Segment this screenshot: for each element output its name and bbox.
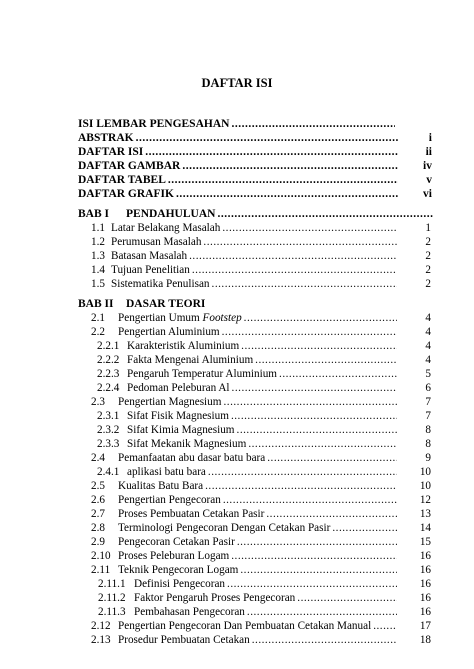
toc-entry-number: 1.2 — [91, 236, 105, 248]
toc-entry-page: 7 — [425, 410, 431, 422]
toc-entry — [91, 619, 431, 633]
toc-entry-label: ABSTRAK — [78, 132, 134, 144]
toc-entry-label: Latar Belakang Masalah — [111, 222, 221, 234]
toc-entry — [97, 465, 431, 479]
toc-entry-label: aplikasi batu bara — [127, 466, 206, 478]
toc-entry-page: 14 — [419, 522, 431, 534]
dot-leader — [230, 381, 397, 395]
toc-entry-page: 8 — [425, 438, 431, 450]
dot-leader — [225, 577, 397, 591]
toc-entry-abstrak — [78, 131, 432, 145]
dot-leader — [201, 235, 397, 249]
toc-entry-daftar-grafik — [78, 187, 432, 201]
toc-entry — [91, 451, 431, 465]
toc-entry-page: 16 — [419, 592, 431, 604]
dot-leader — [371, 619, 397, 633]
toc-entry — [91, 395, 431, 409]
dot-leader — [215, 207, 434, 221]
toc-entry-number: 2.1 — [91, 312, 105, 324]
toc-entry-page: 18 — [419, 634, 431, 646]
toc-entry-label: Pengertian Pengecoran — [118, 494, 221, 506]
toc-entry-page: v — [426, 174, 432, 186]
toc-entry-label: Proses Pembuatan Cetakan Pasir — [118, 508, 265, 520]
toc-entry-label: Definisi Pengecoran — [134, 578, 226, 590]
toc-entry-page: 16 — [419, 564, 431, 576]
toc-entry-label: Sifat Fisik Magnesium — [127, 410, 229, 422]
toc-entry-page: 2 — [425, 278, 431, 290]
chapter-heading-bab-2 — [78, 297, 278, 311]
dot-leader — [253, 353, 397, 367]
toc-entry-page: 2 — [425, 236, 431, 248]
toc-entry-label: Pengecoran Cetakan Pasir — [118, 536, 235, 548]
toc-entry-number: 2.11.3 — [98, 606, 126, 618]
dot-leader — [242, 311, 397, 325]
dot-leader — [166, 173, 398, 187]
toc-entry-page: 10 — [419, 480, 431, 492]
toc-entry-number: 1.4 — [91, 264, 105, 276]
dot-leader — [229, 409, 397, 423]
dot-leader — [245, 605, 397, 619]
toc-entry-label: DAFTAR GRAFIK — [78, 188, 174, 200]
toc-entry-label: Teknik Pengecoran Logam — [118, 564, 239, 576]
toc-entry-page: 8 — [425, 424, 431, 436]
toc-entry-number: 2.12 — [91, 620, 111, 632]
dot-leader — [238, 563, 397, 577]
toc-entry-page: ii — [425, 146, 432, 158]
toc-entry-number: 2.11 — [91, 564, 111, 576]
toc-entry — [91, 549, 431, 563]
toc-entry-page: 13 — [419, 508, 431, 520]
toc-entry-page: 6 — [425, 382, 431, 394]
toc-entry-label: Pengaruh Temperatur Aluminium — [127, 368, 278, 380]
toc-entry — [97, 367, 431, 381]
toc-entry-label: Pengertian Umum Footstep — [118, 312, 242, 324]
dot-leader — [206, 465, 397, 479]
toc-entry — [97, 423, 431, 437]
toc-entry-page: 7 — [425, 396, 431, 408]
toc-entry-label: Terminologi Pengecoran Dengan Cetakan Pasir — [118, 522, 331, 534]
toc-entry-daftar-gambar — [78, 159, 432, 173]
toc-entry-label: Faktor Pengaruh Proses Pengecoran — [134, 592, 296, 604]
toc-entry — [98, 605, 431, 619]
toc-entry-page: i — [428, 132, 432, 144]
toc-entry — [91, 263, 431, 277]
chapter-title: PENDAHULUAN — [126, 208, 216, 220]
dot-leader — [330, 521, 397, 535]
toc-entry-label: DAFTAR TABEL — [78, 174, 166, 186]
dot-leader — [174, 187, 398, 201]
dot-leader — [220, 221, 397, 235]
dot-leader — [264, 507, 397, 521]
toc-entry-page: 12 — [419, 494, 431, 506]
dot-leader — [187, 249, 397, 263]
toc-entry-number: 1.5 — [91, 278, 105, 290]
toc-entry — [91, 235, 431, 249]
toc-entry-number: 2.2.2 — [97, 354, 120, 366]
toc-entry-daftar-isi — [78, 145, 432, 159]
toc-entry-label: Pemanfaatan abu dasar batu bara — [118, 452, 266, 464]
toc-entry — [98, 577, 431, 591]
toc-entry — [97, 437, 431, 451]
toc-entry-page: 9 — [425, 452, 431, 464]
toc-entry-label: Perumusan Masalah — [111, 236, 202, 248]
toc-entry-number: 2.7 — [91, 508, 105, 520]
dot-leader — [239, 339, 397, 353]
toc-entry — [91, 325, 431, 339]
toc-entry-label: Fakta Mengenai Aluminium — [127, 354, 254, 366]
toc-entry-number: 2.13 — [91, 634, 111, 646]
toc-entry-label: ISI LEMBAR PENGESAHAN — [78, 118, 230, 130]
toc-entry-page: 16 — [419, 550, 431, 562]
toc-entry-page: 2 — [425, 250, 431, 262]
toc-entry-label: Sistematika Penulisan — [111, 278, 210, 290]
toc-entry-label: Kualitas Batu Bara — [118, 480, 204, 492]
dot-leader — [203, 479, 397, 493]
toc-entry-page: 16 — [419, 606, 431, 618]
toc-entry-page: vi — [423, 188, 432, 200]
dot-leader — [235, 423, 397, 437]
toc-entry-page: 16 — [419, 578, 431, 590]
chapter-title: DASAR TEORI — [126, 298, 206, 310]
toc-entry-page: 10 — [419, 466, 431, 478]
toc-entry — [98, 591, 431, 605]
toc-entry-number: 2.8 — [91, 522, 105, 534]
toc-entry-label: Sifat Mekanik Magnesium — [127, 438, 247, 450]
dot-leader — [277, 367, 397, 381]
toc-entry — [91, 563, 431, 577]
dot-leader — [190, 263, 397, 277]
toc-entry-number: 2.10 — [91, 550, 111, 562]
toc-entry-label: Pengertian Pengecoran Dan Pembuatan Cetakan Manual — [118, 620, 372, 632]
dot-leader — [295, 591, 397, 605]
toc-entry-number: 2.6 — [91, 494, 105, 506]
dot-leader — [250, 633, 397, 647]
toc-entry — [91, 277, 431, 291]
toc-entry-daftar-tabel — [78, 173, 432, 187]
toc-entry — [91, 493, 431, 507]
page-title: DAFTAR ISI — [201, 76, 273, 90]
toc-entry-page: 4 — [425, 326, 431, 338]
toc-entry-label: DAFTAR ISI — [78, 146, 144, 158]
dot-leader — [246, 437, 397, 451]
dot-leader — [143, 145, 398, 159]
toc-entry-page: 4 — [425, 340, 431, 352]
toc-entry — [91, 249, 431, 263]
toc-entry-number: 2.4.1 — [97, 466, 120, 478]
toc-entry-label: Pengertian Aluminium — [118, 326, 220, 338]
toc-entry-number: 1.3 — [91, 250, 105, 262]
toc-entry-lembar-pengesahan — [78, 117, 395, 131]
toc-entry-label: DAFTAR GAMBAR — [78, 160, 181, 172]
toc-entry-label: Pembahasan Pengecoran — [134, 606, 245, 618]
toc-entry-label: Prosedur Pembuatan Cetakan — [118, 634, 250, 646]
toc-entry-number: 1.1 — [91, 222, 105, 234]
dot-leader — [180, 159, 398, 173]
toc-entry-number: 2.9 — [91, 536, 105, 548]
toc-entry-page: 4 — [425, 354, 431, 366]
dot-leader — [265, 451, 397, 465]
toc-entry — [91, 633, 431, 647]
dot-leader — [220, 325, 397, 339]
toc-entry-label: Karakteristik Aluminium — [127, 340, 240, 352]
toc-entry-label: Pengertian Magnesium — [118, 396, 222, 408]
dot-leader — [210, 277, 397, 291]
dot-leader — [221, 395, 397, 409]
toc-entry — [91, 521, 431, 535]
toc-entry-page: 17 — [419, 620, 431, 632]
toc-entry — [97, 409, 431, 423]
toc-entry-number: 2.3.2 — [97, 424, 120, 436]
toc-entry-label: Sifat Kimia Magnesium — [127, 424, 235, 436]
toc-entry — [97, 339, 431, 353]
toc-entry — [91, 221, 431, 235]
toc-entry-label: Proses Peleburan Logam — [118, 550, 230, 562]
toc-entry — [91, 311, 431, 325]
toc-entry-number: 2.4 — [91, 452, 105, 464]
dot-leader — [134, 131, 398, 145]
chapter-number: BAB II — [78, 298, 114, 310]
toc-entry — [91, 535, 431, 549]
toc-entry-label: Batasan Masalah — [111, 250, 188, 262]
toc-entry-number: 2.11.2 — [98, 592, 126, 604]
chapter-number: BAB I — [78, 208, 109, 220]
toc-entry-number: 2.2 — [91, 326, 105, 338]
toc-entry-label: Tujuan Penelitian — [111, 264, 190, 276]
chapter-heading-bab-1 — [78, 207, 434, 221]
toc-entry-number: 2.3.3 — [97, 438, 120, 450]
toc-entry-page: 1 — [425, 222, 431, 234]
toc-entry — [91, 507, 431, 521]
toc-entry-label: Pedoman Peleburan Al — [127, 382, 230, 394]
toc-entry-number: 2.3.1 — [97, 410, 120, 422]
toc-entry-page: iv — [423, 160, 432, 172]
toc-entry — [97, 381, 431, 395]
toc-entry — [97, 353, 431, 367]
toc-entry-page: 2 — [425, 264, 431, 276]
toc-entry-number: 2.2.3 — [97, 368, 120, 380]
italic-term: Footstep — [202, 312, 242, 324]
dot-leader — [221, 493, 397, 507]
toc-entry-number: 2.5 — [91, 480, 105, 492]
toc-entry-number: 2.2.1 — [97, 340, 120, 352]
toc-entry-page: 5 — [425, 368, 431, 380]
toc-entry-number: 2.2.4 — [97, 382, 120, 394]
dot-leader — [229, 549, 397, 563]
dot-leader — [229, 117, 395, 131]
toc-entry-number: 2.11.1 — [98, 578, 126, 590]
toc-entry-number: 2.3 — [91, 396, 105, 408]
toc-entry-page: 4 — [425, 312, 431, 324]
toc-entry-page: 15 — [419, 536, 431, 548]
toc-entry — [91, 479, 431, 493]
dot-leader — [235, 535, 397, 549]
